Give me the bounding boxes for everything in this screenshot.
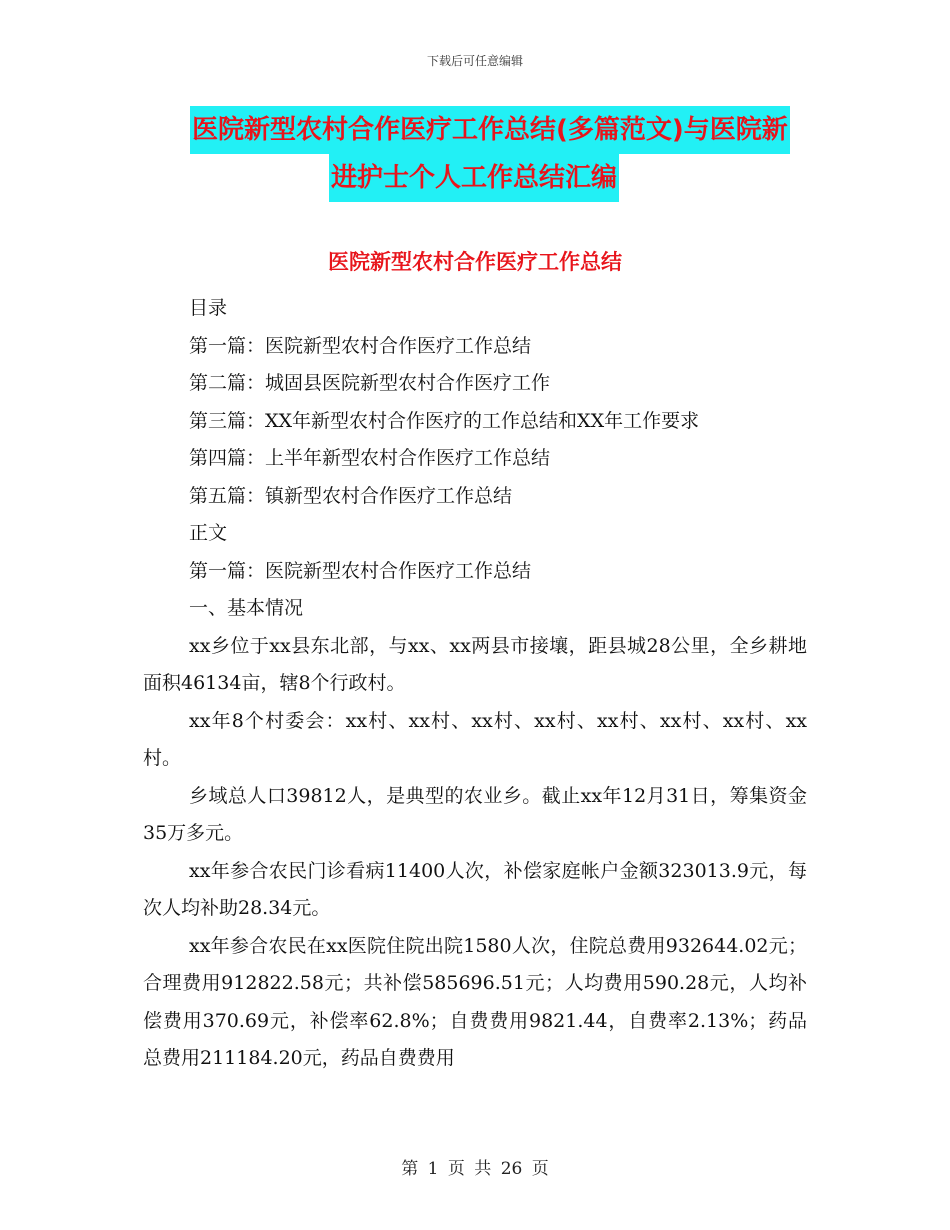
body-paragraph: 乡域总人口39812人，是典型的农业乡。截止xx年12月31日，筹集资金35万多元。 [143, 784, 807, 844]
page-header-note: 下载后可任意编辑 [426, 54, 523, 68]
document-title-line-1: 医院新型农村合作医疗工作总结(多篇范文)与医院新 [190, 106, 790, 154]
body-paragraph: xx年参合农民在xx医院住院出院1580人次，住院总费用932644.02元；合理费用912822.58元；共补偿585696.51元；人均费用590.28元，人均补偿费用370.69元，补偿率62.8%；自费费用9821.44，自费率2.13%；药品总费用211184.20元，药品自费费用 [143, 934, 807, 1069]
document-title [190, 106, 830, 202]
toc-heading: 目录 [189, 297, 228, 319]
body-first-heading: 第一篇：医院新型农村合作医疗工作总结 [189, 559, 532, 582]
body-label: 正文 [189, 522, 228, 544]
toc-item: 第二篇：城固县医院新型农村合作医疗工作 [189, 372, 551, 394]
document-title-line-2: 进护士个人工作总结汇编 [329, 154, 619, 202]
toc-item: 第五篇：镇新型农村合作医疗工作总结 [189, 484, 513, 507]
toc-item: 第四篇：上半年新型农村合作医疗工作总结 [189, 447, 551, 469]
body-subheading: 一、基本情况 [189, 597, 304, 619]
page-footer: 第 1 页 共 26 页 [401, 1159, 549, 1179]
body-paragraph: xx乡位于xx县东北部，与xx、xx两县市接壤，距县城28公里，全乡耕地面积46134亩，辖8个行政村。 [143, 634, 807, 694]
toc-item: 第一篇：医院新型农村合作医疗工作总结 [189, 334, 532, 357]
toc-item: 第三篇：XX年新型农村合作医疗的工作总结和XX年工作要求 [189, 409, 700, 432]
body-paragraph: xx年参合农民门诊看病11400人次，补偿家庭帐户金额323013.9元，每次人均补助28.34元。 [143, 859, 807, 919]
section-title: 医院新型农村合作医疗工作总结 [328, 250, 622, 274]
document-body [143, 290, 807, 1078]
body-paragraph: xx年8个村委会：xx村、xx村、xx村、xx村、xx村、xx村、xx村、xx村。 [143, 709, 807, 769]
